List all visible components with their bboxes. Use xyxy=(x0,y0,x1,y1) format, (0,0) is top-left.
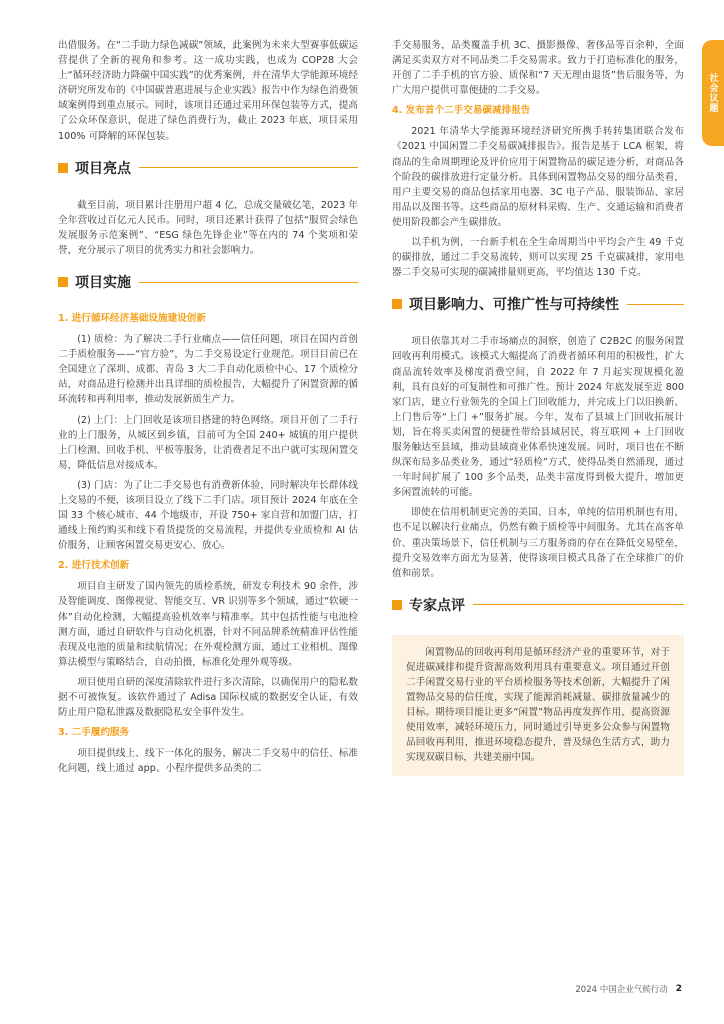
heading-divider xyxy=(139,282,358,283)
section-highlights-heading xyxy=(58,158,358,178)
square-bullet-icon xyxy=(392,299,402,309)
store-paragraph: (3) 门店：为了让二手交易也有消费新体验，同时解决年长群体线上交易的不便，该项目设立了线下二手门店。项目预计 2024 年底在全国 33 个核心城市、44 个地级市，开设 750+ 家自营和加盟门店，打通线上预约购买和线下看货提货的交易流程，并提供专业质检和 AI 估价服务，让顾客闲置交易更安心、放心。 xyxy=(58,479,358,552)
impact-paragraph-1: 项目依靠其对二手市场痛点的洞察，创造了 C2B2C 的服务闲置回收再利用模式。该模式大幅提高了消费者循环利用的积极性，扩大商品流转效率及梯度消费空间，自 2022 年 7 月起实现规模化盈利，具有良好的可复制性和可推广性。预计 2024 年底发展至近 800 家门店，建立行业领先的全国上门回收能力，并完成上门以旧换新、上门售后等“上门 +”服务扩展。今年，发布了县域上门回收拓展计划，旨在将买卖闲置的便捷性带给县域居民，将互联网 + 上门回收服务触达至县域，推动县域商业体系快速发展。同时，项目也在不断纵深布局多品类业务，通过“轻质检”方式，使得品类自然涌现，通过一年时间扩展了 100 多个品类，品类丰富度得到极大提升，增加更多闲置流转的可能。 xyxy=(392,336,684,499)
section-implementation-heading xyxy=(58,272,358,292)
square-bullet-icon xyxy=(58,277,68,287)
report-paragraph-1: 2021 年清华大学能源环境经济研究所携手转转集团联合发布《2021 中国闲置二手交易碳减排报告》。报告是基于 LCA 框架，将商品的生命周期理论及评价应用于闲置物品的碳足迹分析，对商品各个阶段的碳排放进行定量分析。具体到闲置物品交易的细分品类看，用户主要交易的商品包括家用电器、3C 电子产品、服装饰品、家居用品以及图书等。这些商品的原材料采购、生产、交通运输和消费者使用阶段都会产生碳排放。 xyxy=(392,126,684,228)
subheading-report: 4. 发布首个二手交易碳减排报告 xyxy=(392,105,531,117)
footer-title: 2024 中国企业气候行动 xyxy=(575,985,668,995)
tech-paragraph-1: 项目自主研发了国内领先的质检系统，研发专利技术 90 余件，涉及智能调度、图像视觉、智能交互、VR 识别等多个领域，通过“软硬一体”自动化检测，大幅提高验机效率与精准率。其中包括性能与电池检测方面，通过自研软件与自动化机器，针对不同品牌系统精准评估性能表现及电池的质量和续航情况；在外观检测方面，通过工业相机、图像算法模型与策略结合，自动拍摄，标准化处理外观等级。 xyxy=(58,581,358,668)
intro-paragraph: 出借服务。在“二手助力绿色减碳”领域，此案例为未来大型赛事低碳运营提供了全新的视角和参考。这一成功实践，也成为 COP28 大会上“循环经济助力降碳中国实践”的优秀案例，并在清华大学能源环境经济研究所发布的《中国碳普惠进展与企业实践》报告中作为绿色消费领域案例得到重点展示。同时，该项目还通过采用环保包装等方式，提高了公众环保意识，促进了绿色消费行为，截止 2023 年底，项目采用 100% 可降解的环保包装。 xyxy=(58,40,358,142)
continued-paragraph: 手交易服务，品类覆盖手机 3C、摄影摄像、奢侈品等百余种，全面满足买卖双方对不同品类二手交易需求。致力于打造标准化的服务，开创了二手手机的官方验、质保和“7 天无理由退货”售后服务等，为广大用户提供可靠便捷的二手交易。 xyxy=(392,40,684,97)
heading-divider xyxy=(627,304,684,305)
section-title: 项目亮点 xyxy=(75,160,131,177)
square-bullet-icon xyxy=(58,163,68,173)
heading-divider xyxy=(473,604,684,605)
section-title: 项目实施 xyxy=(75,275,131,292)
section-impact-heading xyxy=(392,294,684,314)
impact-paragraph-2: 即使在信用机制更完善的美国、日本，单纯的信用机制也有用，也不足以解决行业痛点，仍然有赖于质检等中间服务。尤其在高客单价、重决策场景下，信任机制与三方服务商的存在在降低交易壁垒，提升交易效率方面尤为显著，使得该项目模式具备了在全球推广的价值和前景。 xyxy=(392,507,684,579)
tech-paragraph-2: 项目使用自研的深度清除软件进行多次清除，以确保用户的隐私数据不可被恢复。该软件通过了 Adisa 国际权威的数据安全认证，有效防止用户隐私泄露及数据隐私安全事件发生。 xyxy=(58,676,358,719)
report-paragraph-2: 以手机为例，一台新手机在全生命周期当中平均会产生 49 千克的碳排放，通过二手交易流转，则可以实现 25 千克碳减排，家用电器二手交易可实现的碳减排量则更高，平均值达 130 千克。 xyxy=(392,237,684,279)
square-bullet-icon xyxy=(392,600,402,610)
subheading-infrastructure: 1. 进行循环经济基础设施建设创新 xyxy=(58,313,206,325)
page-number: 2 xyxy=(675,984,682,994)
highlights-paragraph: 截至目前，项目累计注册用户超 4 亿，总成交量破亿笔，2023 年全年营收过百亿元人民币。同时，项目还累计获得了包括“服贸会绿色发展服务示范案例”、“ESG 绿色先锋企业”等在内的 74 个奖项和荣誉，充分展示了项目的优秀实力和社会影响力。 xyxy=(58,199,358,256)
side-tab-label: 社会议题 xyxy=(707,73,718,113)
expert-comment-paragraph: 闲置物品的回收再利用是循环经济产业的重要环节，对于促进碳减排和提升资源高效利用具有重要意义。项目通过开创二手闲置交易行业的平台质检服务等技术创新，大幅提升了闲置物品交易的信任度，实现了能源消耗减量、碳排放量减少的目标。期待项目能让更多“闲置”物品再度发挥作用，提高资源使用效率，减轻环境压力，同时通过引导更多公众参与闲置物品回收再利用，推进环境稳态提升，普及绿色生活方式，助力实现双碳目标，共建美丽中国。 xyxy=(406,646,670,764)
left-column xyxy=(58,38,358,781)
section-side-tab xyxy=(702,40,724,146)
expert-comment-box xyxy=(392,635,684,776)
subheading-tech: 2. 进行技术创新 xyxy=(58,560,130,572)
door-service-paragraph: (2) 上门：上门回收是该项目搭建的特色网络。项目开创了二手行业的上门服务，从城区到乡镇，目前可为全国 240+ 城镇的用户提供上门检测、回收手机、平板等服务，让消费者足不出户就可实现闲置交易，降低信息对接成本。 xyxy=(58,414,358,471)
section-title: 项目影响力、可推广性与可持续性 xyxy=(409,297,619,314)
section-title: 专家点评 xyxy=(409,597,465,614)
quality-check-paragraph: (1) 质检：为了解决二手行业痛点——信任问题，项目在国内首创二手质检服务——“官方验”，为二手交易设定行业规范。项目目前已在全国建立了深圳、成都、青岛 3 大二手自动化质检中心、17 个质检分站，对商品进行检测并出具详细的质检报告，大幅提升了闲置资源的循环流转和再利用率，推动发展新质生产力。 xyxy=(58,334,358,406)
heading-divider xyxy=(139,167,358,168)
subheading-fulfillment: 3. 二手履约服务 xyxy=(58,727,130,739)
fulfillment-paragraph: 项目提供线上、线下一体化的服务，解决二手交易中的信任、标准化问题，线上通过 app、小程序提供多品类的二 xyxy=(58,748,358,775)
right-column xyxy=(392,38,684,776)
page-footer xyxy=(575,983,682,995)
section-expert-heading xyxy=(392,595,684,615)
